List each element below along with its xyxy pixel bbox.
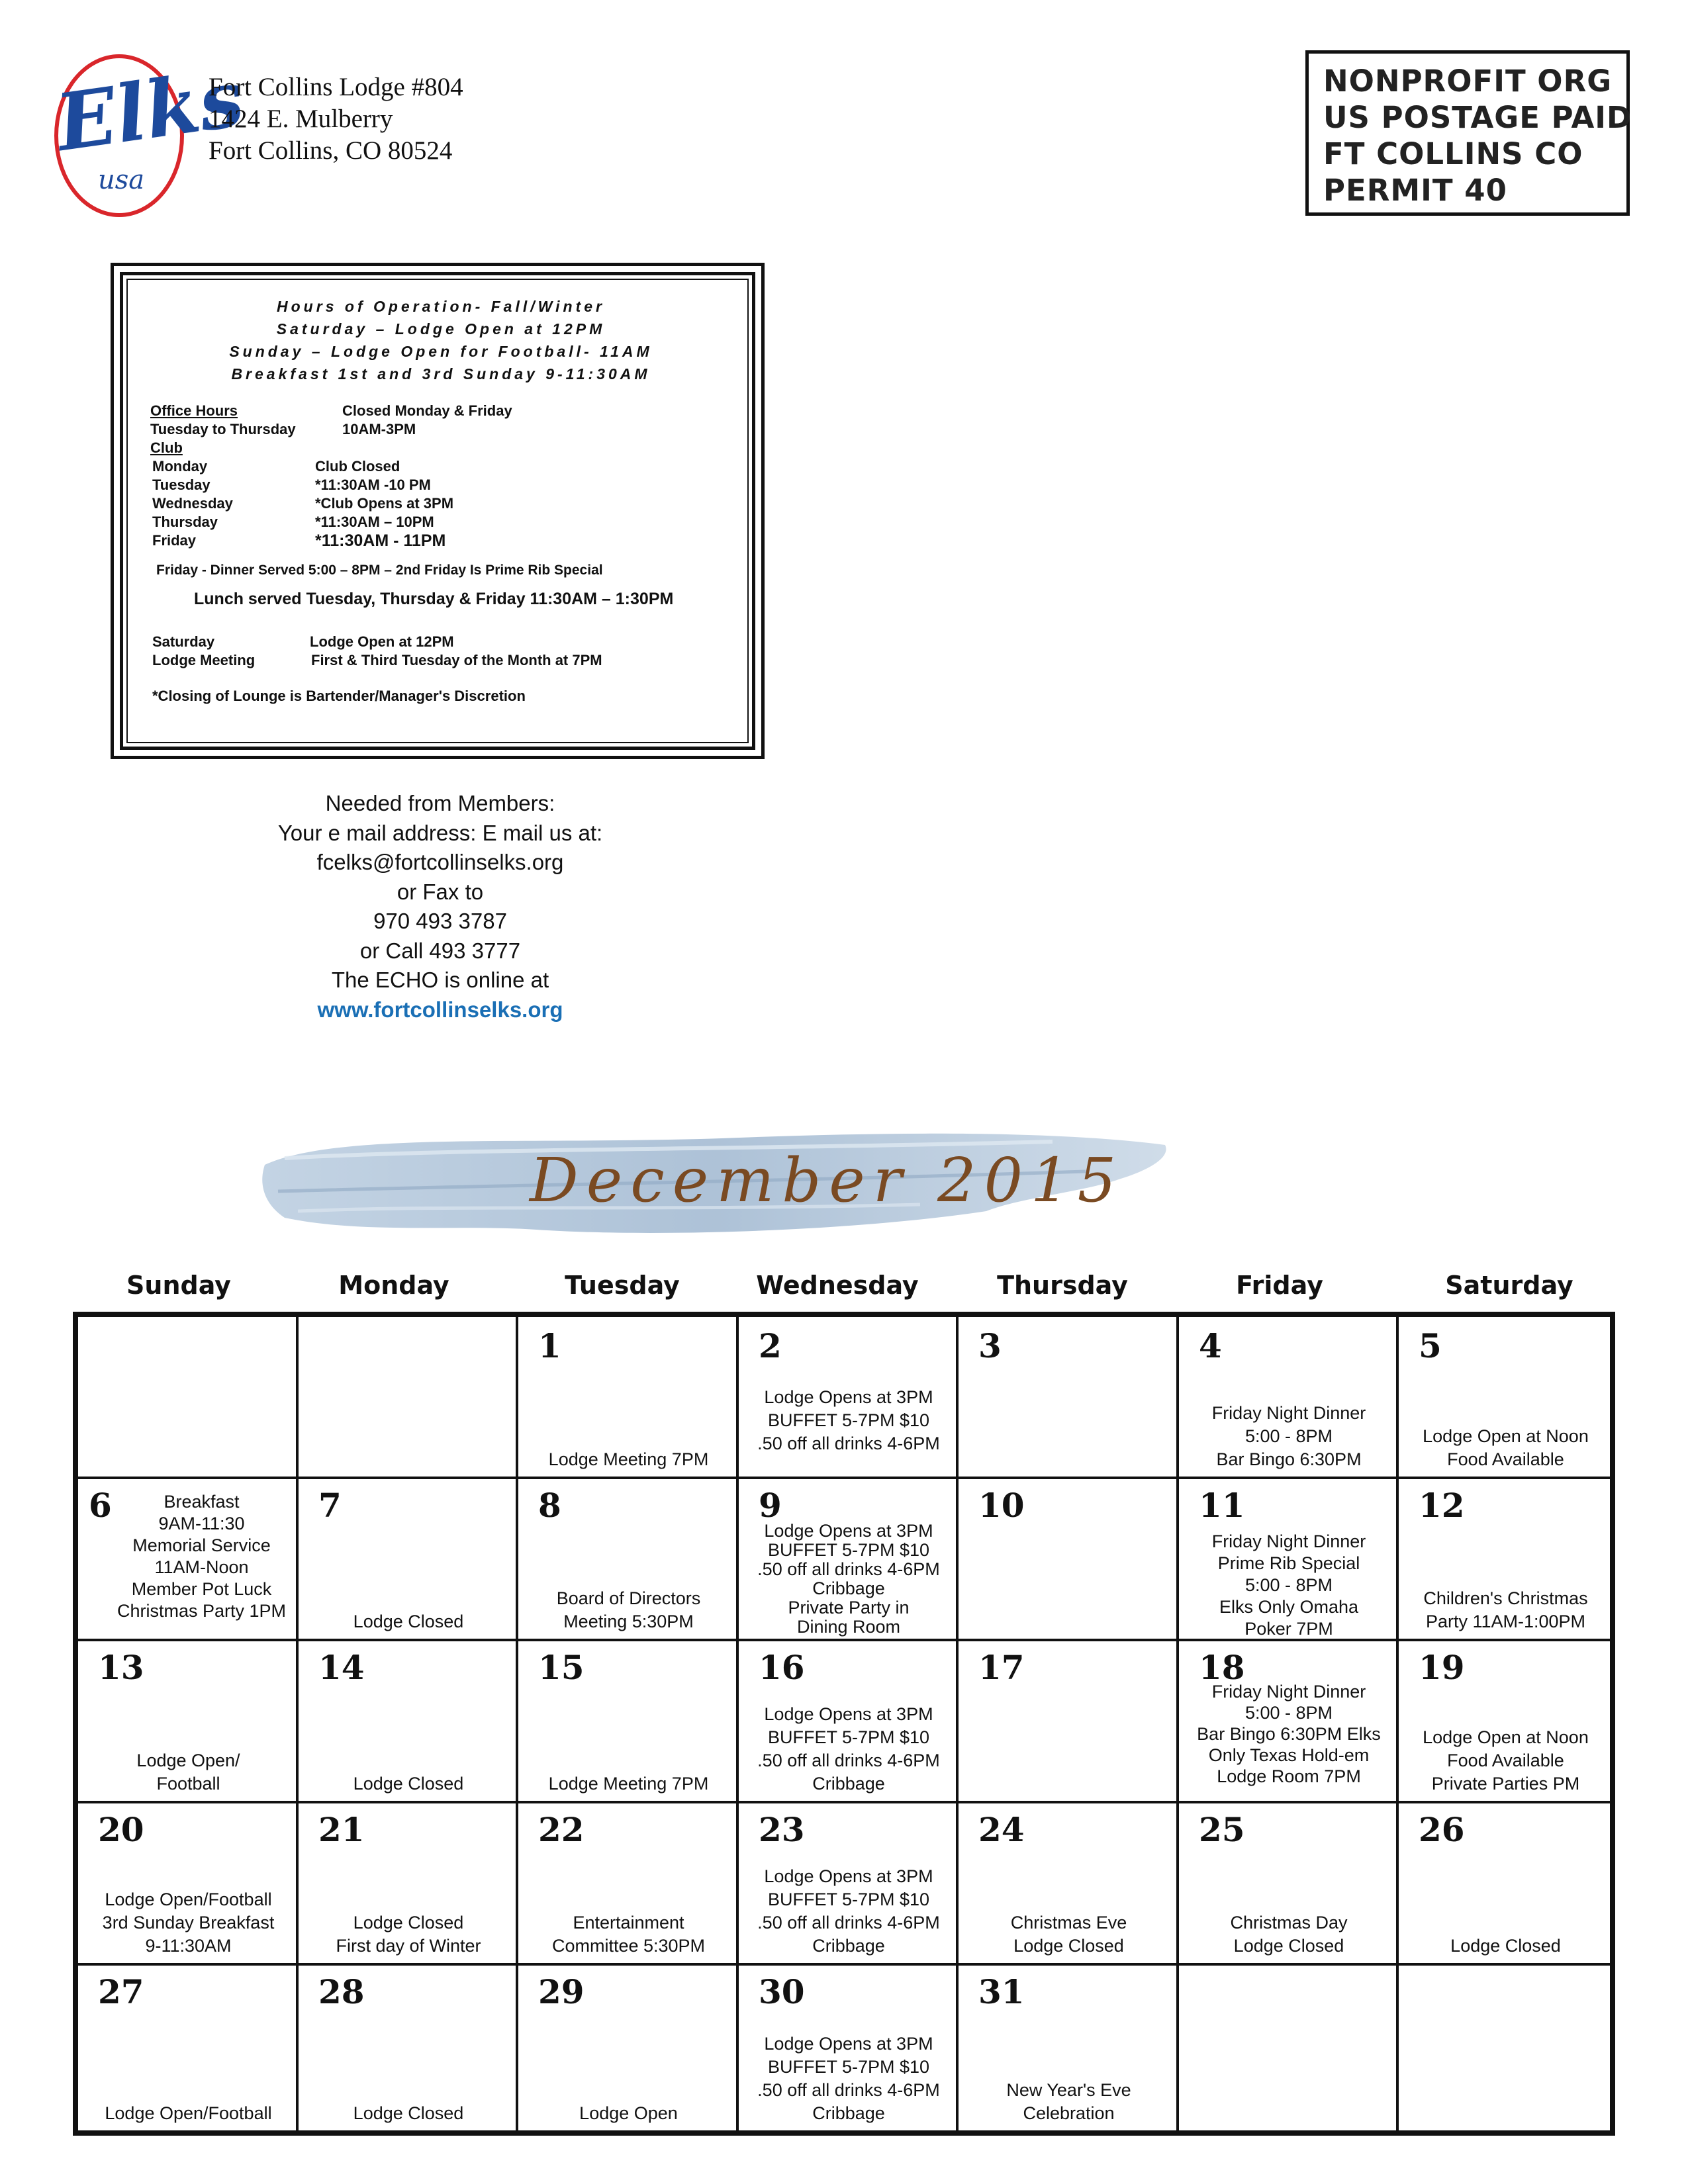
day-events	[1179, 1911, 1399, 1958]
event-line: Lodge Closed	[353, 1774, 464, 1794]
day-number: 16	[759, 1648, 805, 1687]
event-line: Lodge Open/Football	[105, 2103, 272, 2123]
calendar-day-cell	[1176, 1314, 1399, 1479]
event-line: BUFFET 5-7PM $10	[767, 1889, 930, 1909]
event-line: First day of Winter	[336, 1936, 481, 1956]
day-events	[959, 1911, 1179, 1958]
calendar-day-cell	[956, 1639, 1179, 1803]
calendar-day-cell	[516, 1639, 739, 1803]
event-line: 9-11:30AM	[145, 1936, 232, 1956]
address-line: Fort Collins Lodge #804	[209, 73, 463, 101]
day-events	[299, 1911, 518, 1958]
day-name-saturday: Saturday	[1445, 1271, 1573, 1300]
event-line: Lodge Opens at 3PM	[764, 2034, 933, 2054]
event-line: .50 off all drinks 4-6PM	[757, 1559, 940, 1579]
club-label: Club	[150, 439, 183, 456]
event-line: Christmas Day	[1230, 1913, 1348, 1933]
day-name-wednesday: Wednesday	[756, 1271, 919, 1300]
calendar-day-cell	[956, 1963, 1179, 2133]
postage-line: FT COLLINS CO	[1323, 136, 1583, 171]
hours-heading: Sunday – Lodge Open for Football- 11AM	[229, 343, 653, 360]
hours-heading: Breakfast 1st and 3rd Sunday 9-11:30AM	[231, 365, 651, 383]
calendar-day-cell	[296, 1477, 518, 1641]
day-events	[78, 2102, 299, 2125]
calendar-day-cell	[1176, 1801, 1399, 1966]
day-events	[1399, 1934, 1613, 1958]
day-number: 4	[1199, 1326, 1222, 1365]
event-line: Friday Night Dinner	[1211, 1682, 1366, 1702]
club-day: Tuesday	[152, 477, 211, 493]
calendar-day-cell	[736, 1801, 959, 1966]
club-row	[152, 457, 400, 476]
day-number: 1	[538, 1326, 561, 1365]
event-line: 11AM-Noon	[154, 1557, 249, 1577]
event-line: Prime Rib Special	[1217, 1553, 1360, 1573]
event-line: Member Pot Luck	[131, 1579, 272, 1599]
day-events	[518, 2102, 739, 2125]
calendar-day-cell	[1396, 1477, 1613, 1641]
hours-heading: Hours of Operation- Fall/Winter	[277, 298, 605, 315]
event-line: .50 off all drinks 4-6PM	[757, 1913, 940, 1933]
event-line: Poker 7PM	[1244, 1619, 1333, 1639]
calendar-day-cell	[75, 1314, 299, 1479]
event-line: Breakfast	[164, 1492, 240, 1512]
members-email[interactable]: fcelks@fortcollinselks.org	[316, 850, 564, 874]
day-number: 21	[318, 1810, 365, 1849]
event-line: Private Party in	[788, 1598, 910, 1617]
event-line: Lodge Closed	[1450, 1936, 1561, 1956]
day-number: 13	[98, 1648, 144, 1687]
event-line: Cribbage	[812, 1578, 885, 1598]
club-row	[152, 494, 454, 513]
day-number: 30	[759, 1972, 805, 2011]
day-events	[739, 1703, 959, 1796]
day-events	[1399, 1425, 1613, 1471]
day-events	[739, 2032, 959, 2125]
month-title: December 2015	[530, 1145, 1125, 1216]
event-line: Only Texas Hold-em	[1208, 1745, 1370, 1765]
day-number: 12	[1419, 1486, 1465, 1525]
day-number: 2	[759, 1326, 782, 1365]
lodge-meeting-label: Lodge Meeting	[152, 652, 256, 668]
day-events	[299, 1610, 518, 1633]
calendar-day-cell	[1396, 1801, 1613, 1966]
day-events	[518, 1587, 739, 1633]
saturday-row	[152, 633, 454, 651]
hours-heading: Saturday – Lodge Open at 12PM	[276, 320, 606, 338]
day-number: 28	[318, 1972, 365, 2011]
event-line: Committee 5:30PM	[551, 1936, 706, 1956]
calendar-day-cell	[1396, 1639, 1613, 1803]
calendar-day-cell	[516, 1477, 739, 1641]
day-events	[299, 1772, 518, 1796]
event-line: Football	[156, 1774, 220, 1794]
event-line: BUFFET 5-7PM $10	[767, 1410, 930, 1430]
calendar-day-cell	[516, 1801, 739, 1966]
day-events	[1399, 1587, 1613, 1633]
day-number: 22	[538, 1810, 585, 1849]
members-notice	[199, 789, 682, 1024]
club-hours: *11:30AM -10 PM	[315, 477, 431, 493]
event-line: Friday Night Dinner	[1211, 1403, 1366, 1423]
day-name-sunday: Sunday	[126, 1271, 231, 1300]
office-closed-days: Closed Monday & Friday	[342, 402, 512, 419]
day-name-thursday: Thursday	[997, 1271, 1128, 1300]
event-line: Bar Bingo 6:30PM	[1216, 1449, 1362, 1469]
day-number: 5	[1419, 1326, 1442, 1365]
event-line: Entertainment	[573, 1913, 684, 1933]
event-line: .50 off all drinks 4-6PM	[757, 1751, 940, 1770]
event-line: Elks Only Omaha	[1219, 1597, 1359, 1617]
calendar-grid	[73, 1312, 1615, 2136]
event-line: 5:00 - 8PM	[1244, 1703, 1333, 1723]
office-hours-label: Office Hours	[150, 402, 238, 419]
event-line: Private Parties PM	[1431, 1774, 1580, 1794]
day-number: 15	[538, 1648, 585, 1687]
lodge-meeting-value: First & Third Tuesday of the Month at 7PM	[311, 652, 602, 668]
day-name-monday: Monday	[338, 1271, 449, 1300]
calendar-day-cell	[736, 1963, 959, 2133]
day-events	[1399, 1726, 1613, 1796]
day-number: 6	[89, 1486, 112, 1525]
day-number: 31	[978, 1972, 1025, 2011]
club-row	[152, 476, 431, 494]
event-line: New Year's Eve	[1006, 2080, 1131, 2100]
day-events	[518, 1448, 739, 1471]
event-line: Lodge Open at Noon	[1423, 1727, 1589, 1747]
friday-dinner-note: Friday - Dinner Served 5:00 – 8PM – 2nd Friday Is Prime Rib Special	[156, 563, 603, 578]
calendar-day-cell	[516, 1963, 739, 2133]
event-line: Lodge Meeting 7PM	[548, 1774, 709, 1794]
club-row	[152, 531, 446, 550]
event-line: BUFFET 5-7PM $10	[767, 1540, 930, 1560]
calendar-day-cell	[1176, 1963, 1399, 2133]
day-number: 3	[978, 1326, 1002, 1365]
event-line: Lodge Closed	[1013, 1936, 1124, 1956]
club-hours: *11:30AM – 10PM	[315, 514, 434, 530]
club-day: Friday	[152, 532, 197, 549]
club-day: Wednesday	[152, 495, 233, 512]
svg-text:Elks: Elks	[50, 52, 250, 169]
postage-line: US POSTAGE PAID	[1323, 100, 1632, 135]
event-line: 9AM-11:30	[158, 1514, 245, 1533]
event-line: Celebration	[1023, 2103, 1115, 2123]
event-line: Lodge Closed	[1233, 1936, 1344, 1956]
members-line: Your e mail address: E mail us at:	[277, 820, 603, 845]
day-number: 18	[1199, 1648, 1245, 1687]
event-line: Meeting 5:30PM	[563, 1612, 694, 1631]
closing-note: *Closing of Lounge is Bartender/Manager's Discretion	[152, 688, 526, 704]
day-number: 9	[759, 1486, 782, 1525]
calendar-day-cell	[1396, 1314, 1613, 1479]
event-line: Lodge Opens at 3PM	[764, 1387, 933, 1407]
calendar-day-cell	[75, 1963, 299, 2133]
event-line: Lodge Opens at 3PM	[764, 1866, 933, 1886]
calendar-day-cell	[296, 1639, 518, 1803]
event-line: Party 11AM-1:00PM	[1425, 1612, 1586, 1631]
club-day: Monday	[152, 458, 208, 475]
event-line: Memorial Service	[132, 1535, 271, 1555]
day-events	[91, 1491, 312, 1622]
calendar-day-cell	[736, 1639, 959, 1803]
elks-logo	[46, 46, 250, 225]
day-events	[739, 1865, 959, 1958]
day-number: 25	[1199, 1810, 1245, 1849]
event-line: Friday Night Dinner	[1211, 1531, 1366, 1551]
postage-line: PERMIT 40	[1323, 173, 1507, 208]
calendar-day-cell	[1176, 1639, 1399, 1803]
event-line: .50 off all drinks 4-6PM	[757, 2080, 940, 2100]
day-number: 11	[1199, 1486, 1245, 1525]
postage-line: NONPROFIT ORG	[1323, 64, 1613, 99]
club-day: Thursday	[152, 514, 218, 530]
day-events	[1179, 1681, 1399, 1787]
club-row	[152, 513, 434, 531]
day-number: 17	[978, 1648, 1025, 1687]
members-line: The ECHO is online at	[331, 968, 549, 992]
svg-text:usa: usa	[98, 165, 145, 195]
calendar-day-cell	[1176, 1477, 1399, 1641]
day-events	[1179, 1531, 1399, 1640]
members-line: Needed from Members:	[325, 791, 555, 815]
event-line: Food Available	[1447, 1449, 1564, 1469]
event-line: Board of Directors	[556, 1588, 701, 1608]
day-number: 10	[978, 1486, 1025, 1525]
members-line: or Fax to	[397, 879, 484, 904]
lodge-meeting-row	[152, 651, 602, 670]
club-hours: *Club Opens at 3PM	[315, 495, 454, 512]
office-days-row	[150, 420, 416, 439]
event-line: BUFFET 5-7PM $10	[767, 1727, 930, 1747]
calendar-day-cell	[956, 1801, 1179, 1966]
saturday-value: Lodge Open at 12PM	[310, 633, 454, 650]
event-line: Dining Room	[796, 1617, 901, 1637]
event-line: Lodge Open/	[136, 1751, 240, 1770]
event-line: Cribbage	[812, 2103, 885, 2123]
day-events	[518, 1911, 739, 1958]
day-number: 20	[98, 1810, 144, 1849]
day-number: 23	[759, 1810, 805, 1849]
day-events	[739, 1522, 959, 1637]
day-events	[78, 1749, 299, 1796]
event-line: 5:00 - 8PM	[1244, 1426, 1333, 1446]
day-number: 7	[318, 1486, 342, 1525]
event-line: Lodge Room 7PM	[1217, 1766, 1361, 1786]
members-fax: 970 493 3787	[373, 909, 507, 933]
day-number: 26	[1419, 1810, 1465, 1849]
day-events	[739, 1386, 959, 1455]
event-line: Lodge Closed	[353, 1612, 464, 1631]
event-line: Lodge Opens at 3PM	[764, 1704, 933, 1724]
calendar-day-cell	[736, 1477, 959, 1641]
calendar-day-cell	[956, 1314, 1179, 1479]
club-hours: Club Closed	[315, 458, 400, 475]
day-events	[299, 2102, 518, 2125]
calendar-day-cell	[1396, 1963, 1613, 2133]
calendar-day-cell	[296, 1801, 518, 1966]
event-line: Christmas Party 1PM	[117, 1601, 287, 1621]
day-events	[959, 2079, 1179, 2125]
event-line: Lodge Meeting 7PM	[548, 1449, 709, 1469]
event-line: Lodge Open	[579, 2103, 678, 2123]
day-number: 24	[978, 1810, 1025, 1849]
office-days-label: Tuesday to Thursday	[150, 421, 296, 437]
calendar-day-cell	[736, 1314, 959, 1479]
day-name-friday: Friday	[1236, 1271, 1323, 1300]
address-line: 1424 E. Mulberry	[209, 105, 393, 133]
event-line: Food Available	[1447, 1751, 1564, 1770]
event-line: Lodge Closed	[353, 2103, 464, 2123]
hours-box	[120, 272, 755, 750]
calendar-day-cell	[956, 1477, 1179, 1641]
postage-indicia	[1305, 50, 1630, 216]
event-line: Children's Christmas	[1423, 1588, 1588, 1608]
calendar-day-cell	[75, 1477, 299, 1641]
members-line: or Call 493 3777	[359, 938, 521, 963]
day-events	[78, 1888, 299, 1958]
website-link[interactable]: www.fortcollinselks.org	[317, 997, 563, 1022]
day-number: 8	[538, 1486, 561, 1525]
event-line: BUFFET 5-7PM $10	[767, 2057, 930, 2077]
saturday-label: Saturday	[152, 633, 215, 650]
event-line: Cribbage	[812, 1774, 885, 1794]
office-hours-row	[150, 402, 512, 420]
event-line: .50 off all drinks 4-6PM	[757, 1433, 940, 1453]
calendar-day-cell	[516, 1314, 739, 1479]
day-number: 19	[1419, 1648, 1465, 1687]
event-line: 3rd Sunday Breakfast	[102, 1913, 275, 1933]
event-line: Cribbage	[812, 1936, 885, 1956]
event-line: Lodge Open at Noon	[1423, 1426, 1589, 1446]
event-line: Lodge Closed	[353, 1913, 464, 1933]
lunch-note: Lunch served Tuesday, Thursday & Friday 11:30AM – 1:30PM	[194, 590, 674, 608]
calendar-day-cell	[75, 1639, 299, 1803]
event-line: Lodge Opens at 3PM	[764, 1521, 933, 1541]
event-line: Bar Bingo 6:30PM Elks	[1197, 1724, 1381, 1744]
day-events	[518, 1772, 739, 1796]
address-line: Fort Collins, CO 80524	[209, 136, 453, 165]
day-number: 27	[98, 1972, 144, 2011]
day-number: 29	[538, 1972, 585, 2011]
day-number: 14	[318, 1648, 365, 1687]
day-events	[1179, 1402, 1399, 1471]
calendar-day-cell	[296, 1314, 518, 1479]
event-line: Christmas Eve	[1010, 1913, 1127, 1933]
calendar-day-cell	[75, 1801, 299, 1966]
office-days-value: 10AM-3PM	[342, 421, 416, 437]
day-name-tuesday: Tuesday	[565, 1271, 680, 1300]
event-line: Lodge Open/Football	[105, 1889, 272, 1909]
event-line: 5:00 - 8PM	[1244, 1575, 1333, 1595]
calendar-day-cell	[296, 1963, 518, 2133]
lodge-address	[209, 71, 463, 167]
club-hours: *11:30AM - 11PM	[315, 531, 446, 550]
